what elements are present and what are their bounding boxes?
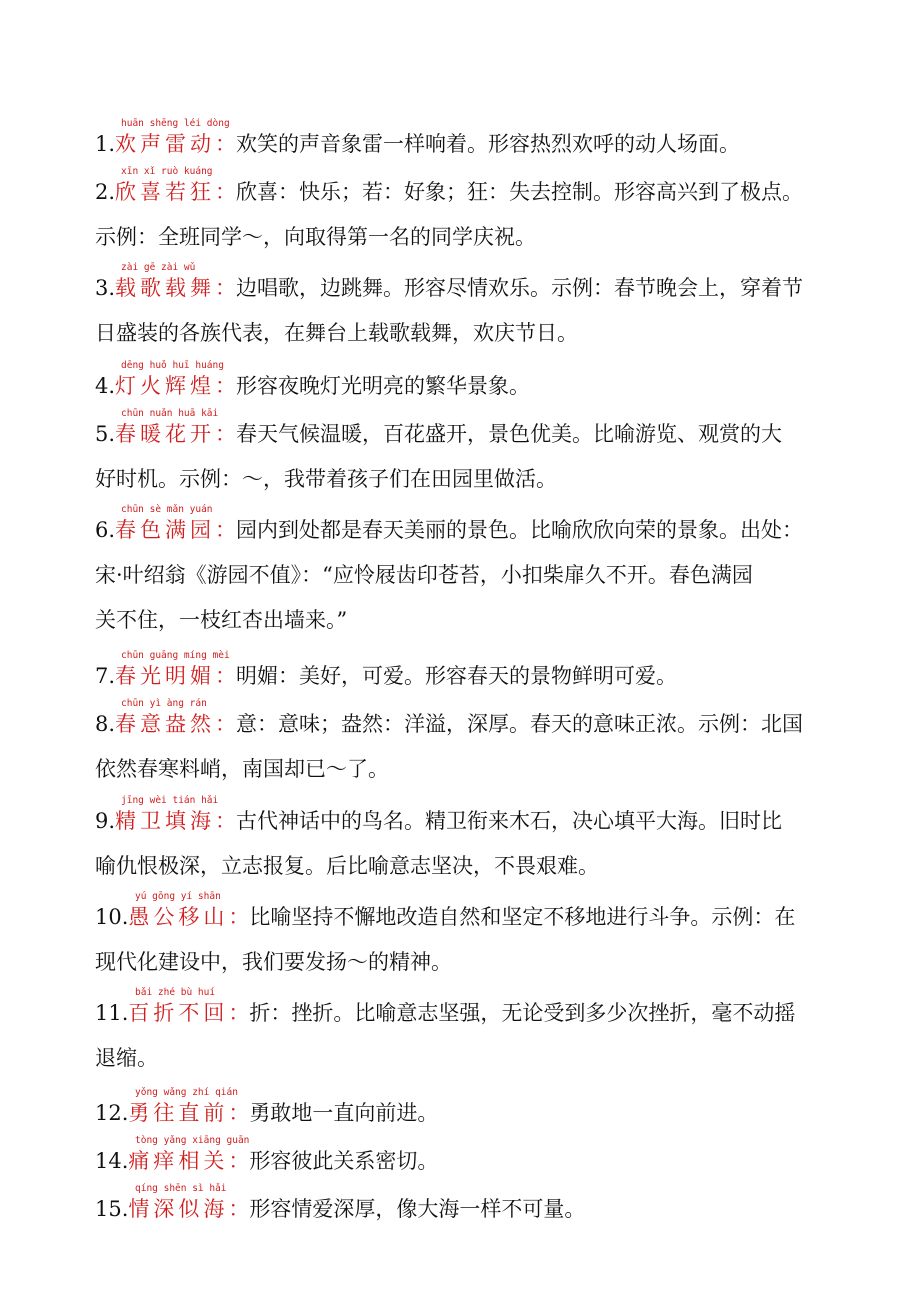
definition-continuation: 日盛装的各族代表，在舞台上载歌载舞，欢庆节日。	[95, 321, 578, 345]
idiom-term: 春色满园	[115, 518, 216, 542]
entry-number: 2.	[95, 180, 116, 204]
idiom-definition: 园内到处都是春天美丽的景色。比喻欣欣向荣的景象。出处：	[236, 518, 804, 542]
pinyin-annotation: zài gē zài wǔ	[121, 262, 196, 273]
idiom-entry-6	[95, 504, 875, 635]
idiom-term: 春暖花开	[115, 422, 216, 446]
entry-line	[95, 371, 875, 401]
idiom-definition: 欢笑的声音象雷一样响着。形容热烈欢呼的动人场面。	[236, 132, 741, 156]
entry-line	[95, 419, 875, 449]
idiom-entry-15	[95, 1183, 875, 1224]
idiom-definition: 形容彼此关系密切。	[249, 1149, 439, 1173]
entry-line	[95, 709, 875, 739]
definition-continuation: 现代化建设中，我们要发扬～的精神。	[95, 950, 452, 974]
entry-number: 3.	[95, 276, 116, 300]
idiom-term: 灯火辉煌	[115, 374, 216, 398]
entry-number: 6.	[95, 518, 116, 542]
idiom-entry-10	[95, 891, 875, 977]
entry-line	[95, 661, 875, 691]
entry-line	[95, 515, 875, 545]
entry-number: 7.	[95, 664, 116, 688]
idiom-term: 愚公移山	[128, 905, 229, 929]
pinyin-annotation: chūn nuǎn huā kāi	[121, 408, 219, 419]
idiom-definition: 明媚：美好，可爱。形容春天的景物鲜明可爱。	[236, 664, 678, 688]
idiom-definition: 春天气候温暖，百花盛开，景色优美。比喻游览、观赏的大	[236, 422, 783, 446]
definition-continuation: 好时机。示例：～，我带着孩子们在田园里做活。	[95, 467, 557, 491]
definition-continuation: 退缩。	[95, 1046, 158, 1070]
idiom-entry-5	[95, 408, 875, 494]
pinyin-annotation: chūn sè mǎn yuán	[121, 504, 213, 515]
definition-continuation: 示例：全班同学～，向取得第一名的同学庆祝。	[95, 225, 536, 249]
idiom-definition: 欣喜：快乐；若：好象；狂：失去控制。形容高兴到了极点。	[236, 180, 804, 204]
colon: ：	[215, 712, 237, 736]
idiom-definition: 比喻坚持不懈地改造自然和坚定不移地进行斗争。示例：在	[249, 905, 796, 929]
colon: ：	[228, 905, 250, 929]
pinyin-annotation: huān shēng léi dòng	[121, 118, 230, 129]
pinyin-annotation: chūn yì àng rán	[121, 698, 207, 709]
entry-number: 9.	[95, 809, 116, 833]
colon: ：	[215, 180, 237, 204]
colon: ：	[215, 276, 237, 300]
idiom-entry-2	[95, 166, 875, 252]
idiom-definition: 形容夜晚灯光明亮的繁华景象。	[236, 374, 531, 398]
idiom-entry-7	[95, 650, 875, 691]
idiom-definition: 勇敢地一直向前进。	[249, 1101, 439, 1125]
pinyin-annotation: qíng shēn sì hǎi	[135, 1183, 227, 1194]
pinyin-annotation: bǎi zhé bù huí	[135, 987, 216, 998]
pinyin-annotation: yǒng wǎng zhí qián	[135, 1087, 238, 1098]
entry-number: 5.	[95, 422, 116, 446]
idiom-term: 春光明媚	[115, 664, 216, 688]
idiom-term: 痛痒相关	[128, 1149, 229, 1173]
entry-line	[95, 998, 875, 1028]
entry-line	[95, 902, 875, 932]
idiom-definition: 古代神话中的鸟名。精卫衔来木石，决心填平大海。旧时比	[236, 809, 783, 833]
entry-number: 15.	[95, 1197, 129, 1221]
entry-line	[95, 806, 875, 836]
pinyin-annotation: jīng wèi tián hǎi	[121, 795, 219, 806]
colon: ：	[215, 132, 237, 156]
pinyin-annotation: chūn guāng míng mèi	[121, 650, 230, 661]
idiom-term: 欢声雷动	[115, 132, 216, 156]
entry-number: 1.	[95, 132, 116, 156]
colon: ：	[228, 1149, 250, 1173]
entry-line	[95, 1146, 875, 1176]
idiom-entry-4	[95, 360, 875, 401]
idiom-entry-9	[95, 795, 875, 881]
colon: ：	[215, 374, 237, 398]
entry-line	[95, 1194, 875, 1224]
idiom-term: 载歌载舞	[115, 276, 216, 300]
idiom-entry-8	[95, 698, 875, 784]
idiom-entry-3	[95, 262, 875, 348]
idiom-definition: 边唱歌，边跳舞。形容尽情欢乐。示例：春节晚会上，穿着节	[236, 276, 804, 300]
definition-continuation: 关不住，一枝红杏出墙来。”	[95, 608, 348, 632]
idiom-term: 百折不回	[128, 1001, 229, 1025]
idiom-term: 春意盎然	[115, 712, 216, 736]
idiom-entry-11	[95, 987, 875, 1073]
idiom-definition: 形容情爱深厚，像大海一样不可量。	[249, 1197, 586, 1221]
colon: ：	[215, 664, 237, 688]
pinyin-annotation: yú gōng yí shān	[135, 891, 221, 902]
colon: ：	[215, 809, 237, 833]
idiom-term: 勇往直前	[128, 1101, 229, 1125]
entry-line	[95, 1098, 875, 1128]
colon: ：	[228, 1197, 250, 1221]
idiom-entry-14	[95, 1135, 875, 1176]
entry-number: 12.	[95, 1101, 129, 1125]
definition-continuation: 依然春寒料峭，南国却已～了。	[95, 757, 389, 781]
colon: ：	[215, 518, 237, 542]
entry-line	[95, 273, 875, 303]
pinyin-annotation: xīn xǐ ruò kuáng	[121, 166, 213, 177]
entry-line	[95, 177, 875, 207]
idiom-entry-12	[95, 1087, 875, 1128]
colon: ：	[215, 422, 237, 446]
idiom-term: 情深似海	[128, 1197, 229, 1221]
entry-number: 4.	[95, 374, 116, 398]
pinyin-annotation: tòng yǎng xiāng guān	[135, 1135, 250, 1146]
entry-number: 14.	[95, 1149, 129, 1173]
idiom-entry-1	[95, 118, 875, 159]
definition-continuation: 宋·叶绍翁《游园不值》：“应怜屐齿印苍苔，小扣柴扉久不开。春色满园	[95, 563, 753, 587]
entry-number: 11.	[95, 1001, 129, 1025]
entry-number: 8.	[95, 712, 116, 736]
entry-line	[95, 129, 875, 159]
entry-number: 10.	[95, 905, 129, 929]
idiom-definition: 意：意味；盎然：洋溢，深厚。春天的意味正浓。示例：北国	[236, 712, 804, 736]
idiom-definition: 折：挫折。比喻意志坚强，无论受到多少次挫折，毫不动摇	[249, 1001, 796, 1025]
colon: ：	[228, 1001, 250, 1025]
definition-continuation: 喻仇恨极深，立志报复。后比喻意志坚决，不畏艰难。	[95, 854, 599, 878]
colon: ：	[228, 1101, 250, 1125]
pinyin-annotation: dēng huǒ huī huáng	[121, 360, 224, 371]
idiom-term: 欣喜若狂	[115, 180, 216, 204]
idiom-term: 精卫填海	[115, 809, 216, 833]
